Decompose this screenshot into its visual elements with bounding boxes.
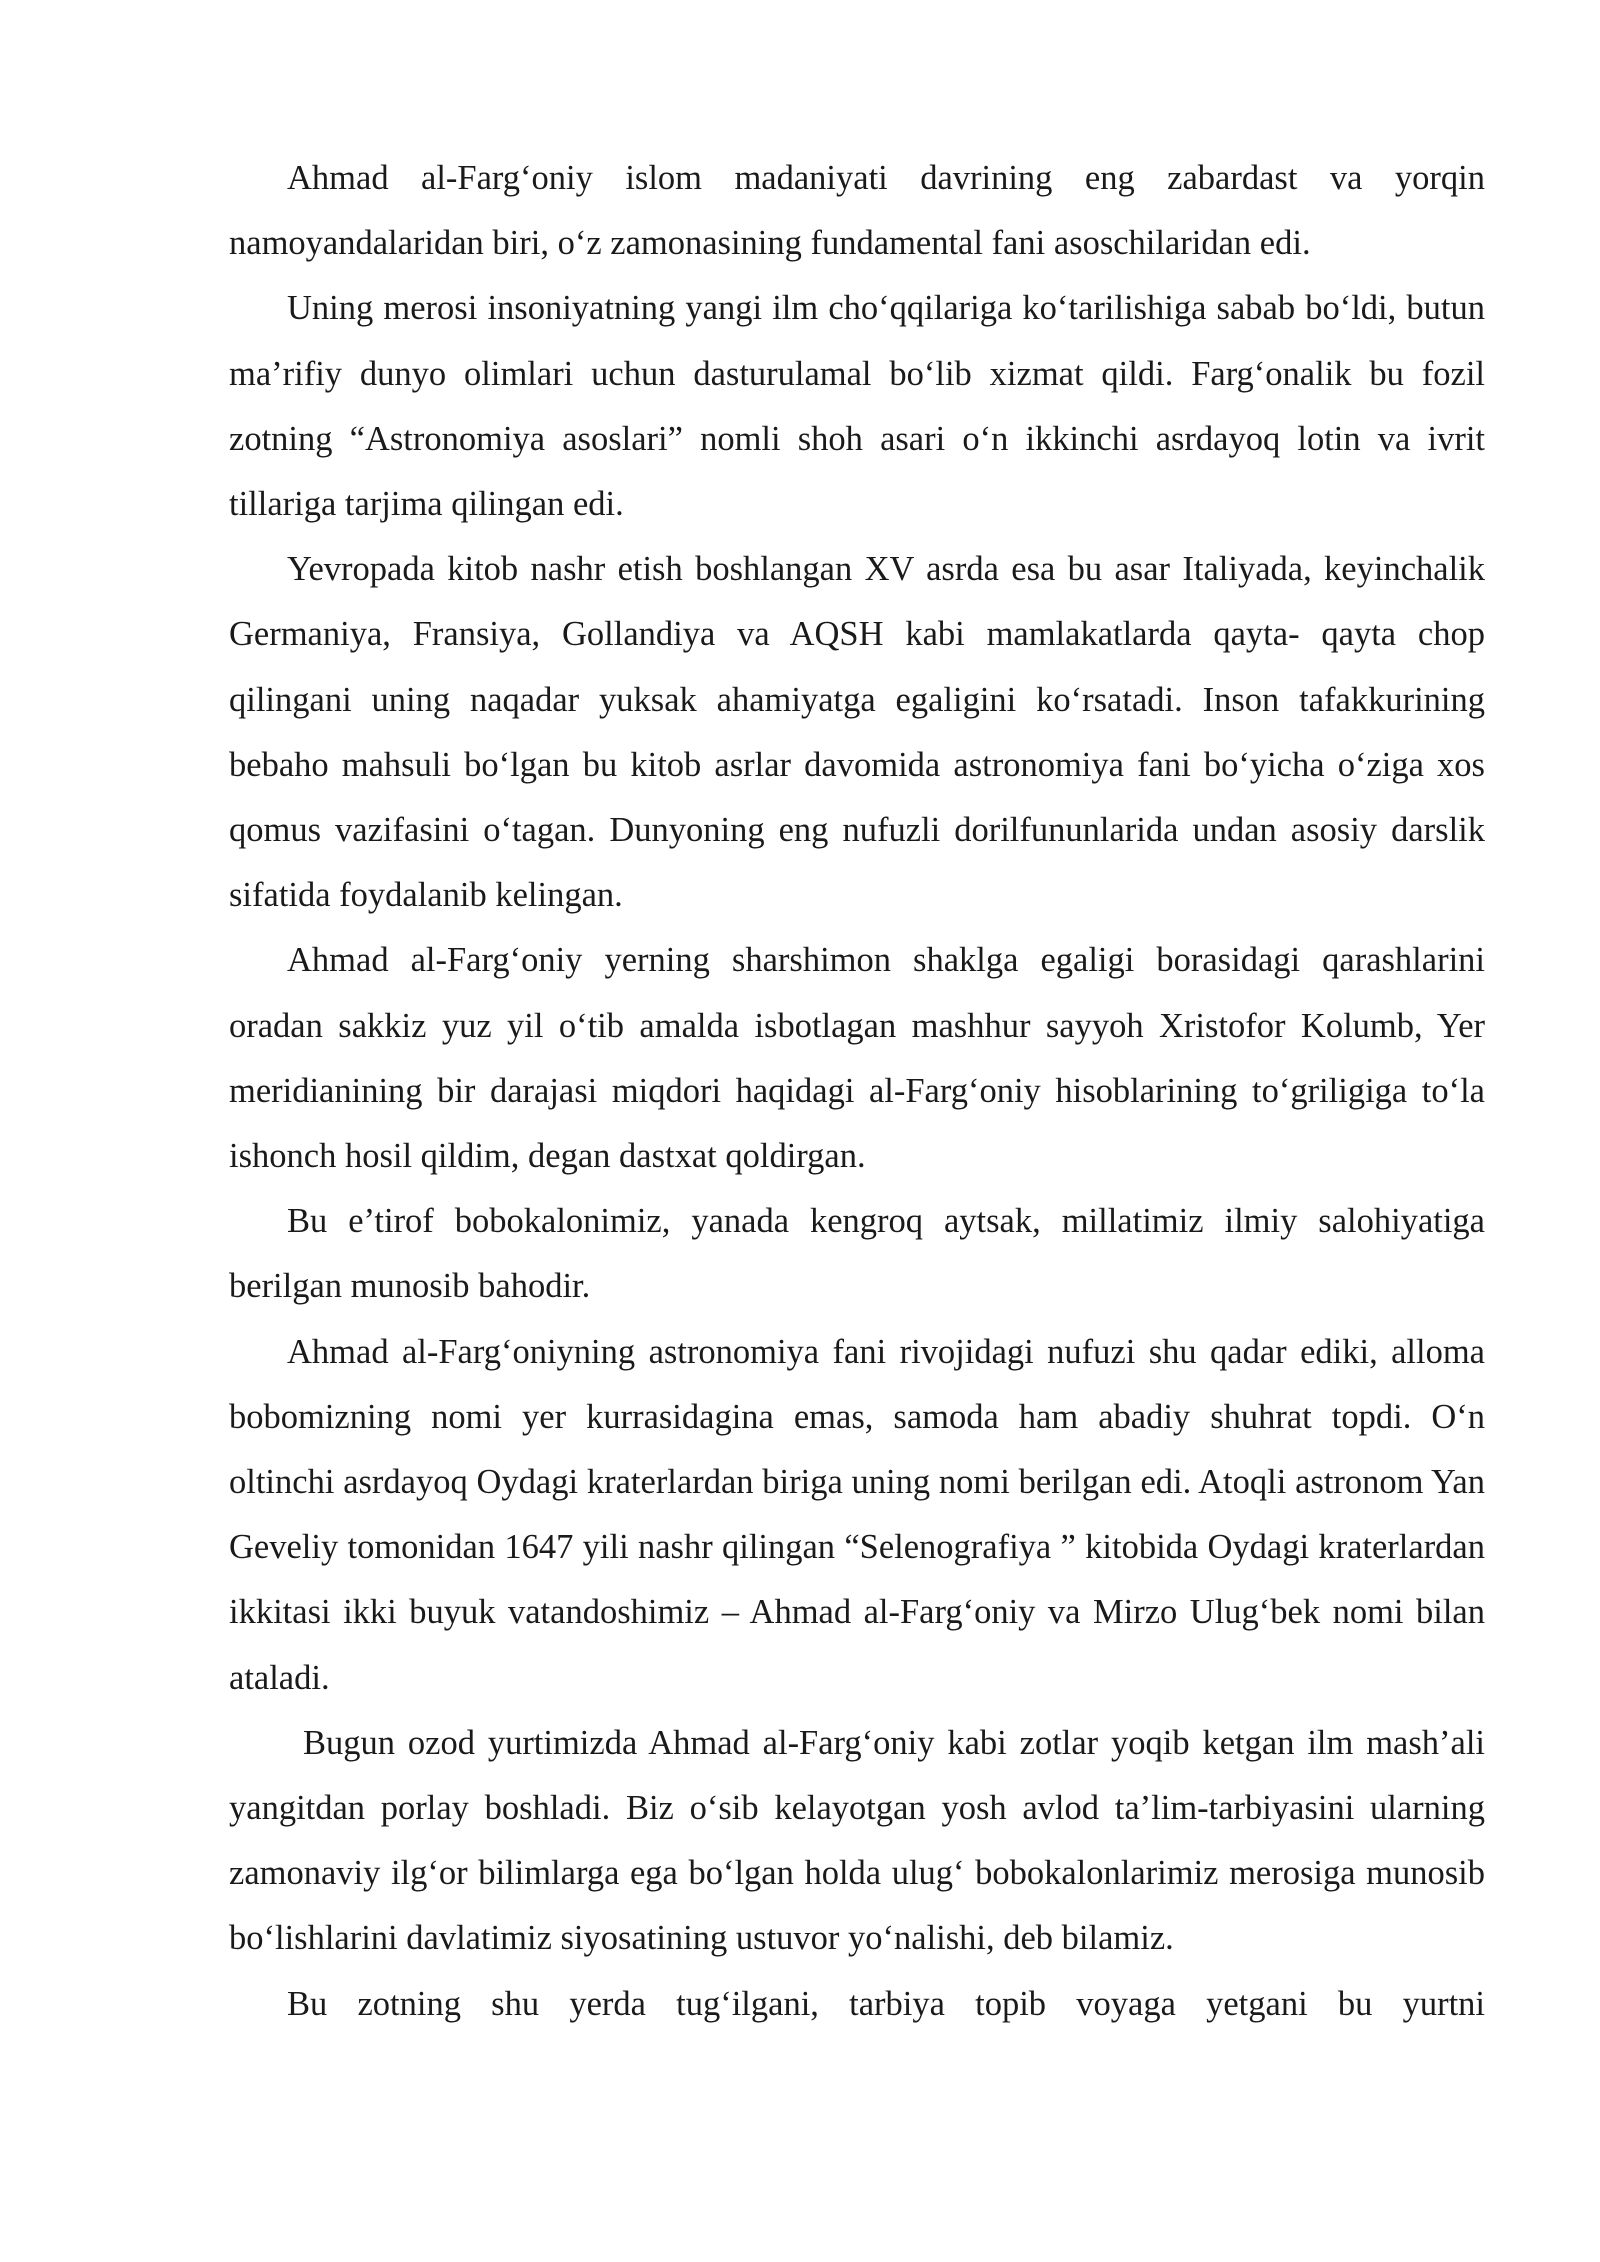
paragraph-6: Ahmad al-Farg‘oniyning astronomiya fani rivojidagi nufuzi shu qadar ediki, alloma bobomizning nomi yer kurrasidagina emas, samoda ham abadiy shuhrat topdi. O‘n oltinchi asrdayoq Oydagi kraterlardan biriga uning nomi berilgan edi. Atoqli astronom Yan Geveliy tomonidan 1647 yili nashr qilingan “Selenografiya ” kitobida Oydagi kraterlardan ikkitasi ikki buyuk vatandoshimiz – Ahmad al-Farg‘oniy va Mirzo Ulug‘bek nomi bilan ataladi. — [229, 1332, 1485, 1697]
paragraph-3: Yevropada kitob nashr etish boshlangan XV asrda esa bu asar Italiyada, keyinchalik Germaniya, Fransiya, Gollandiya va AQSH kabi mamlakatlarda qayta- qayta chop qilingani uning naqadar yuksak ahamiyatga egaligini ko‘rsatadi. Inson tafakkurining bebaho mahsuli bo‘lgan bu kitob asrlar davomida astronomiya fani bo‘yicha o‘ziga xos qomus vazifasini o‘tagan. Dunyoning eng nufuzli dorilfununlarida undan asosiy darslik sifatida foydalanib kelingan. — [229, 550, 1485, 915]
paragraph-4: Ahmad al-Farg‘oniy yerning sharshimon shaklga egaligi borasidagi qarashlarini oradan sakkiz yuz yil o‘tib amalda isbotlagan mashhur sayyoh Xristofor Kolumb, Yer meridianining bir darajasi miqdori haqidagi al-Farg‘oniy hisoblarining to‘griligiga to‘la ishonch hosil qildim, degan dastxat qoldirgan. — [229, 941, 1485, 1176]
document-body — [229, 146, 1485, 2037]
paragraph-8: Bu zotning shu yerda tug‘ilgani, tarbiya topib voyaga yetgani bu yurtni — [287, 1984, 1485, 2023]
paragraph-5: Bu e’tirof bobokalonimiz, yanada kengroq aytsak, millatimiz ilmiy salohiyatiga berilgan munosib bahodir. — [229, 1202, 1485, 1306]
paragraph-1: Ahmad al-Farg‘oniy islom madaniyati davrining eng zabardast va yorqin namoyandalaridan biri, o‘z zamonasining fundamental fani asoschilaridan edi. — [229, 159, 1485, 263]
paragraph-7: Bugun ozod yurtimizda Ahmad al-Farg‘oniy kabi zotlar yoqib ketgan ilm mash’ali yangitdan porlay boshladi. Biz o‘sib kelayotgan yosh avlod ta’lim-tarbiyasini ularning zamonaviy ilg‘or bilimlarga ega bo‘lgan holda ulug‘ bobokalonlarimiz merosiga munosib bo‘lishlarini davlatimiz siyosatining ustuvor yo‘nalishi, deb bilamiz. — [229, 1723, 1485, 1958]
paragraph-2: Uning merosi insoniyatning yangi ilm cho‘qqilariga ko‘tarilishiga sabab bo‘ldi, butun ma’rifiy dunyo olimlari uchun dasturulamal bo‘lib xizmat qildi. Farg‘onalik bu fozil zotning “Astronomiya asoslari” nomli shoh asari o‘n ikkinchi asrdayoq lotin va ivrit tillariga tarjima qilingan edi. — [229, 289, 1485, 524]
